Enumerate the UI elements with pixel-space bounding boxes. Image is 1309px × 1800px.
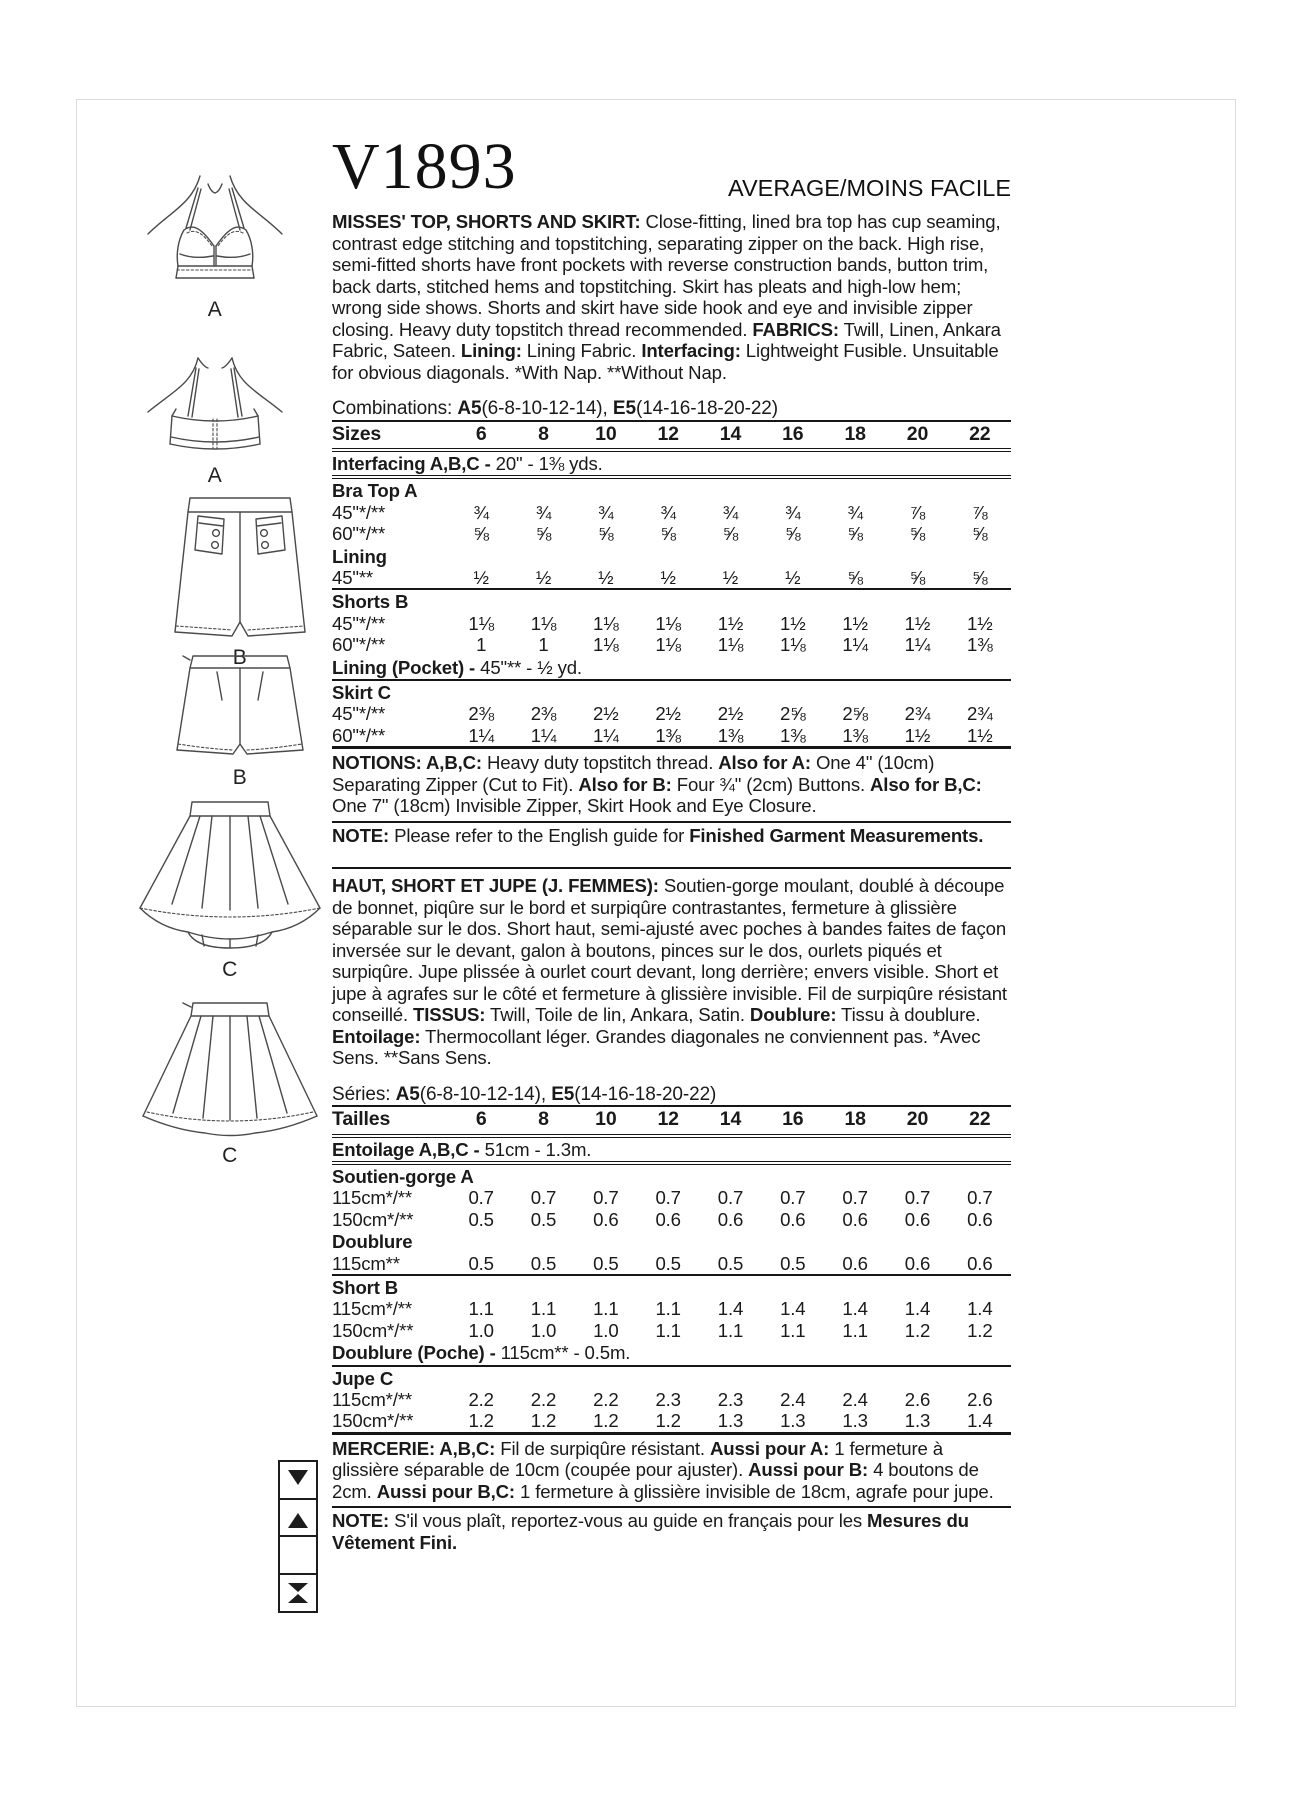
shorts-front-drawing bbox=[165, 492, 315, 642]
yardage-cell: 1½ bbox=[886, 725, 948, 748]
yardage-cell: 1⅛ bbox=[468, 612, 494, 634]
yardage-cell: ⅝ bbox=[909, 523, 926, 545]
size-header-cell: 12 bbox=[637, 1106, 699, 1135]
text-column bbox=[332, 126, 1011, 1553]
yardage-cell: 0.7 bbox=[468, 1187, 494, 1209]
yardage-cell: 1⅛ bbox=[717, 634, 744, 656]
yardage-cell: 0.6 bbox=[842, 1208, 868, 1230]
yardage-cell: 0.6 bbox=[780, 1208, 806, 1230]
yardage-cell: 1.0 bbox=[468, 1319, 494, 1341]
yardage-cell: 1.3 bbox=[886, 1410, 948, 1433]
yardage-cell: 1¼ bbox=[842, 634, 868, 656]
yardage-cell: 1⅜ bbox=[762, 725, 824, 748]
nap-symbol-up-triangle-icon bbox=[278, 1498, 318, 1538]
yardage-cell: ⅝ bbox=[949, 567, 1011, 589]
yardage-cell: 1.1 bbox=[842, 1319, 868, 1341]
size-header-cell: 18 bbox=[824, 1106, 886, 1135]
yardage-cell: 2.2 bbox=[468, 1389, 494, 1411]
garment-illustration-skirt-back bbox=[135, 998, 325, 1168]
view-label: B bbox=[232, 766, 248, 789]
bra-top-back-drawing bbox=[140, 352, 290, 460]
size-header-cell: 6 bbox=[450, 421, 512, 450]
yardage-cell: ¾ bbox=[722, 501, 739, 523]
size-header-cell: 22 bbox=[949, 1106, 1011, 1135]
yardage-row bbox=[332, 1209, 1011, 1230]
french-description: HAUT, SHORT ET JUPE (J. FEMMES): Soutien-gorge moulant, doublé à découpe de bonnet, piqûre sur le bord et surpiqûre contrastantes, fermeture à glissière séparable sur le dos. Short haut, semi-ajusté avec poches à bandes faites de façon inversée sur le devant, galon à boutons, pinces sur le dos, ourlets piqués et surpiqûre. Jupe plissée à ourlet court devant, long derrière; envers visible. Short et jupe à agrafes sur le côté et fermeture à glissière invisible. Fil de surpiqûre résistant conseillé. TISSUS: Twill, Toile de lin, Ankara, Satin. Doublure: Tissu à doublure. Entoilage: Thermocollant léger. Grandes diagonales ne conviennent pas. *Avec Sens. **Sans Sens. bbox=[332, 867, 1011, 1069]
yardage-cell: 2.3 bbox=[655, 1389, 681, 1411]
size-header-row bbox=[332, 421, 1011, 450]
yardage-cell: ½ bbox=[512, 567, 574, 589]
row-label: 60"*/** bbox=[332, 725, 450, 748]
yardage-cell: 0.6 bbox=[717, 1208, 744, 1230]
yardage-cell: 2.3 bbox=[717, 1389, 744, 1411]
row-label: 60"*/** bbox=[332, 523, 386, 545]
info-text: Doublure (Poche) - 115cm** - 0.5m. bbox=[332, 1341, 1011, 1365]
french-note: NOTE: S'il vous plaît, reportez-vous au guide en français pour les Mesures du Vêtement Fini. bbox=[332, 1506, 1011, 1553]
yardage-row bbox=[332, 502, 1011, 523]
yardage-cell: ½ bbox=[450, 567, 512, 589]
yardage-cell: 0.5 bbox=[530, 1208, 557, 1230]
yardage-cell: 1.4 bbox=[904, 1298, 931, 1320]
yardage-cell: ⅝ bbox=[598, 523, 614, 545]
yardage-row bbox=[332, 1298, 1011, 1319]
yardage-row bbox=[332, 703, 1011, 724]
yardage-cell: 0.5 bbox=[699, 1253, 761, 1275]
yardage-cell: ¾ bbox=[473, 501, 489, 523]
yardage-cell: 1.0 bbox=[530, 1319, 557, 1341]
row-label: 150cm*/** bbox=[332, 1410, 450, 1433]
yardage-cell: 0.7 bbox=[904, 1187, 931, 1209]
skirt-front-drawing bbox=[130, 796, 330, 954]
yardage-row bbox=[332, 523, 1011, 544]
yardage-cell: 2.4 bbox=[842, 1389, 868, 1411]
yardage-cell: 1.4 bbox=[967, 1298, 993, 1320]
yardage-cell: 2⅜ bbox=[530, 703, 557, 725]
yardage-cell: 0.5 bbox=[450, 1253, 512, 1275]
yardage-table-english bbox=[332, 420, 1011, 750]
section-label: Short B bbox=[332, 1277, 399, 1299]
size-header-cell: 20 bbox=[886, 421, 948, 450]
size-header-cell: 8 bbox=[512, 1106, 574, 1135]
yardage-cell: ¾ bbox=[847, 501, 863, 523]
yardage-cell: 1.1 bbox=[717, 1319, 744, 1341]
section-label: Doublure bbox=[332, 1231, 413, 1253]
pattern-number: V1893 bbox=[332, 130, 517, 203]
size-header-label: Tailles bbox=[332, 1106, 450, 1135]
combinations-line: Combinations: A5(6-8-10-12-14), E5(14-16-18-20-22) bbox=[332, 398, 778, 419]
section-row bbox=[332, 589, 1011, 612]
yardage-cell: 1½ bbox=[842, 612, 868, 634]
row-label: 115cm*/** bbox=[332, 1187, 412, 1209]
yardage-cell: 0.5 bbox=[575, 1253, 637, 1275]
yardage-cell: 2½ bbox=[717, 703, 744, 725]
yardage-cell: 1.4 bbox=[842, 1298, 868, 1320]
size-header-cell: 16 bbox=[762, 421, 824, 450]
info-row bbox=[332, 1341, 1011, 1365]
yardage-cell: ⅝ bbox=[886, 567, 948, 589]
yardage-cell: 2.6 bbox=[904, 1389, 931, 1411]
yardage-cell: 2⅜ bbox=[468, 703, 494, 725]
yardage-cell: 0.7 bbox=[717, 1187, 744, 1209]
yardage-cell: 1.4 bbox=[780, 1298, 806, 1320]
yardage-cell: 2¾ bbox=[904, 703, 931, 725]
yardage-cell: 1.3 bbox=[699, 1410, 761, 1433]
yardage-cell: 1.1 bbox=[655, 1298, 681, 1320]
yardage-cell: 1.0 bbox=[593, 1319, 619, 1341]
yardage-cell: ⅝ bbox=[785, 523, 801, 545]
size-header-cell: 6 bbox=[450, 1106, 512, 1135]
size-header-cell: 14 bbox=[699, 421, 761, 450]
view-label: A bbox=[207, 298, 223, 321]
yardage-cell: 1⅜ bbox=[637, 725, 699, 748]
nap-symbol-down-triangle-icon bbox=[278, 1460, 318, 1500]
size-header-cell: 10 bbox=[575, 421, 637, 450]
section-row bbox=[332, 545, 1011, 567]
row-label: 115cm*/** bbox=[332, 1298, 412, 1320]
yardage-cell: 0.5 bbox=[637, 1253, 699, 1275]
yardage-cell: 2.4 bbox=[780, 1389, 806, 1411]
row-label: 115cm** bbox=[332, 1253, 450, 1275]
row-label: 45"*/** bbox=[332, 703, 386, 725]
yardage-cell: 1½ bbox=[904, 612, 931, 634]
yardage-cell: 1½ bbox=[967, 612, 993, 634]
yardage-row bbox=[332, 1187, 1011, 1208]
size-header-row bbox=[332, 1106, 1011, 1135]
yardage-cell: 0.7 bbox=[967, 1187, 993, 1209]
yardage-cell: ½ bbox=[575, 567, 637, 589]
yardage-cell: ⅝ bbox=[722, 523, 739, 545]
title-row bbox=[332, 126, 1011, 202]
garment-illustration-skirt-front bbox=[130, 796, 330, 982]
yardage-cell: 1.3 bbox=[824, 1410, 886, 1433]
yardage-cell: 0.7 bbox=[842, 1187, 868, 1209]
row-label: 60"*/** bbox=[332, 634, 386, 656]
yardage-cell: ¾ bbox=[660, 501, 676, 523]
yardage-cell: 1.3 bbox=[762, 1410, 824, 1433]
row-label: 150cm*/** bbox=[332, 1319, 414, 1341]
yardage-cell: 1.2 bbox=[637, 1410, 699, 1433]
section-label: Lining bbox=[332, 545, 387, 567]
section-row bbox=[332, 1163, 1011, 1187]
yardage-cell: 2.6 bbox=[967, 1389, 993, 1411]
yardage-cell: 1.1 bbox=[468, 1298, 494, 1320]
info-row bbox=[332, 1136, 1011, 1163]
yardage-cell: 1.4 bbox=[717, 1298, 744, 1320]
row-label: 45"*/** bbox=[332, 612, 386, 634]
series-line: Séries: A5(6-8-10-12-14), E5(14-16-18-20-22) bbox=[332, 1083, 717, 1105]
yardage-cell: ⅝ bbox=[972, 523, 988, 545]
yardage-row bbox=[332, 613, 1011, 634]
section-row bbox=[332, 1275, 1011, 1298]
yardage-row bbox=[332, 1320, 1011, 1341]
size-header-cell: 14 bbox=[699, 1106, 761, 1135]
section-label: Bra Top A bbox=[332, 480, 418, 502]
yardage-cell: 1½ bbox=[949, 725, 1011, 748]
yardage-cell: 2½ bbox=[655, 703, 681, 725]
yardage-row bbox=[332, 725, 1011, 748]
row-label: 45"** bbox=[332, 567, 450, 589]
yardage-cell: ⅝ bbox=[660, 523, 676, 545]
yardage-cell: 1 bbox=[538, 634, 549, 656]
yardage-cell: 2.2 bbox=[593, 1389, 619, 1411]
garment-illustration-shorts-back bbox=[165, 650, 315, 790]
bra-top-front-drawing bbox=[140, 166, 290, 294]
yardage-cell: 1.2 bbox=[450, 1410, 512, 1433]
yardage-cell: 1⅛ bbox=[655, 612, 681, 634]
yardage-row bbox=[332, 634, 1011, 655]
info-text: Entoilage A,B,C - 51cm - 1.3m. bbox=[332, 1136, 1011, 1163]
row-label: 45"*/** bbox=[332, 501, 386, 523]
row-label: 115cm*/** bbox=[332, 1389, 412, 1411]
section-row bbox=[332, 680, 1011, 703]
yardage-cell: 1⅛ bbox=[593, 634, 619, 656]
info-text: Interfacing A,B,C - 20" - 1⅜ yds. bbox=[332, 450, 1011, 477]
difficulty-label: AVERAGE/MOINS FACILE bbox=[728, 175, 1011, 201]
notions-paragraph: NOTIONS: A,B,C: Heavy duty topstitch thread. Also for A: One 4" (10cm) Separating Zipper (Cut to Fit). Also for B: Four ¾" (2cm) Buttons. Also for B,C: One 7" (18cm) Invisible Zipper, Skirt Hook and Eye Closure. bbox=[332, 752, 982, 817]
size-header-cell: 12 bbox=[637, 421, 699, 450]
yardage-cell: ⅞ bbox=[972, 501, 988, 523]
yardage-cell: 1.2 bbox=[512, 1410, 574, 1433]
section-row bbox=[332, 477, 1011, 501]
yardage-cell: 0.6 bbox=[886, 1253, 948, 1275]
section-label: Skirt C bbox=[332, 681, 391, 703]
yardage-cell: 0.7 bbox=[780, 1187, 806, 1209]
yardage-cell: 1½ bbox=[780, 612, 806, 634]
garment-illustration-shorts-front bbox=[165, 492, 315, 670]
view-label: C bbox=[222, 958, 238, 981]
yardage-cell: 1⅜ bbox=[967, 634, 993, 656]
view-label: B bbox=[232, 646, 248, 669]
yardage-cell: ⅝ bbox=[847, 523, 863, 545]
yardage-cell: 1.2 bbox=[904, 1319, 931, 1341]
yardage-cell: 0.6 bbox=[824, 1253, 886, 1275]
yardage-cell: 0.6 bbox=[904, 1208, 931, 1230]
shorts-back-drawing bbox=[165, 650, 315, 762]
yardage-cell: ¾ bbox=[535, 501, 552, 523]
yardage-cell: 1¼ bbox=[450, 725, 512, 748]
yardage-row bbox=[332, 567, 1011, 589]
size-header-cell: 16 bbox=[762, 1106, 824, 1135]
size-header-cell: 8 bbox=[512, 421, 574, 450]
garment-illustration-bra-top-back bbox=[140, 352, 290, 488]
garment-illustration-bra-top-front bbox=[140, 166, 290, 322]
yardage-cell: 1.2 bbox=[967, 1319, 993, 1341]
nap-symbol-column bbox=[278, 1460, 318, 1613]
yardage-cell: ⅞ bbox=[909, 501, 926, 523]
yardage-cell: 0.7 bbox=[593, 1187, 619, 1209]
yardage-cell: 1⅜ bbox=[824, 725, 886, 748]
yardage-cell: ½ bbox=[637, 567, 699, 589]
row-label: 150cm*/** bbox=[332, 1208, 414, 1230]
section-row bbox=[332, 1366, 1011, 1389]
section-label: Jupe C bbox=[332, 1367, 394, 1389]
yardage-cell: 1.1 bbox=[655, 1319, 681, 1341]
english-note: NOTE: Please refer to the English guide for Finished Garment Measurements. bbox=[332, 821, 1011, 847]
section-label: Soutien-gorge A bbox=[332, 1166, 474, 1187]
yardage-cell: 1⅛ bbox=[530, 612, 557, 634]
section-row bbox=[332, 1230, 1011, 1252]
yardage-cell: ¾ bbox=[785, 501, 801, 523]
yardage-cell: 1.1 bbox=[780, 1319, 806, 1341]
yardage-cell: ½ bbox=[699, 567, 761, 589]
size-header-cell: 18 bbox=[824, 421, 886, 450]
yardage-cell: 0.6 bbox=[967, 1208, 993, 1230]
yardage-cell: ½ bbox=[762, 567, 824, 589]
yardage-cell: 0.5 bbox=[468, 1208, 494, 1230]
yardage-cell: 0.7 bbox=[530, 1187, 557, 1209]
yardage-cell: 1⅛ bbox=[780, 634, 806, 656]
yardage-cell: 0.5 bbox=[512, 1253, 574, 1275]
skirt-back-drawing bbox=[135, 998, 325, 1140]
info-text: Lining (Pocket) - 45"** - ½ yd. bbox=[332, 656, 1011, 680]
yardage-cell: 2¾ bbox=[967, 703, 993, 725]
yardage-row bbox=[332, 1253, 1011, 1275]
section-label: Shorts B bbox=[332, 591, 409, 613]
yardage-cell: 0.5 bbox=[762, 1253, 824, 1275]
yardage-table-french bbox=[332, 1105, 1011, 1435]
size-header-cell: 22 bbox=[949, 421, 1011, 450]
info-row bbox=[332, 656, 1011, 680]
yardage-row bbox=[332, 1410, 1011, 1433]
yardage-cell: 2⅝ bbox=[842, 703, 868, 725]
yardage-cell: 1¼ bbox=[512, 725, 574, 748]
view-label: C bbox=[222, 1144, 238, 1167]
yardage-cell: 1.1 bbox=[593, 1298, 619, 1320]
yardage-cell: 0.6 bbox=[593, 1208, 619, 1230]
yardage-cell: 1¼ bbox=[575, 725, 637, 748]
mercerie-paragraph: MERCERIE: A,B,C: Fil de surpiqûre résistant. Aussi pour A: 1 fermeture à glissière séparable de 10cm (coupée pour ajuster). Aussi pour B: 4 boutons de 2cm. Aussi pour B,C: 1 fermeture à glissière invisible de 18cm, agrafe pour jupe. bbox=[332, 1437, 994, 1502]
yardage-row bbox=[332, 1389, 1011, 1410]
yardage-cell: 1½ bbox=[717, 612, 744, 634]
yardage-cell: ¾ bbox=[598, 501, 614, 523]
yardage-cell: 0.6 bbox=[655, 1208, 681, 1230]
yardage-cell: 1.1 bbox=[530, 1298, 557, 1320]
yardage-cell: 0.7 bbox=[655, 1187, 681, 1209]
nap-symbol-empty-box bbox=[278, 1535, 318, 1575]
size-header-cell: 10 bbox=[575, 1106, 637, 1135]
yardage-cell: 2½ bbox=[593, 703, 619, 725]
size-header-cell: 20 bbox=[886, 1106, 948, 1135]
yardage-cell: 1.4 bbox=[949, 1410, 1011, 1433]
yardage-cell: 1 bbox=[476, 634, 487, 656]
yardage-cell: 0.6 bbox=[949, 1253, 1011, 1275]
info-row bbox=[332, 450, 1011, 477]
nap-symbol-hourglass-icon bbox=[278, 1573, 318, 1613]
yardage-cell: 1⅜ bbox=[699, 725, 761, 748]
yardage-cell: 1¼ bbox=[904, 634, 931, 656]
view-label: A bbox=[207, 464, 223, 487]
yardage-cell: 1⅛ bbox=[655, 634, 681, 656]
yardage-cell: 2.2 bbox=[530, 1389, 557, 1411]
yardage-cell: ⅝ bbox=[824, 567, 886, 589]
yardage-cell: 1⅛ bbox=[593, 612, 619, 634]
size-header-label: Sizes bbox=[332, 421, 450, 450]
english-description: MISSES' TOP, SHORTS AND SKIRT: Close-fitting, lined bra top has cup seaming, contrast edge stitching and topstitching, separating zipper on the back. High rise, semi-fitted shorts have front pockets with reverse construction bands, button trim, back darts, stitched hems and topstitching. Skirt has pleats and high-low hem; wrong side shows. Shorts and skirt have side hook and eye and invisible zipper closing. Heavy duty topstitch thread recommended. FABRICS: Twill, Linen, Ankara Fabric, Sateen. Lining: Lining Fabric. Interfacing: Lightweight Fusible. Unsuitable for obvious diagonals. *With Nap. **Without Nap. bbox=[332, 211, 1001, 383]
yardage-cell: ⅝ bbox=[473, 523, 489, 545]
yardage-cell: 2⅝ bbox=[780, 703, 806, 725]
yardage-cell: ⅝ bbox=[535, 523, 552, 545]
yardage-cell: 1.2 bbox=[575, 1410, 637, 1433]
